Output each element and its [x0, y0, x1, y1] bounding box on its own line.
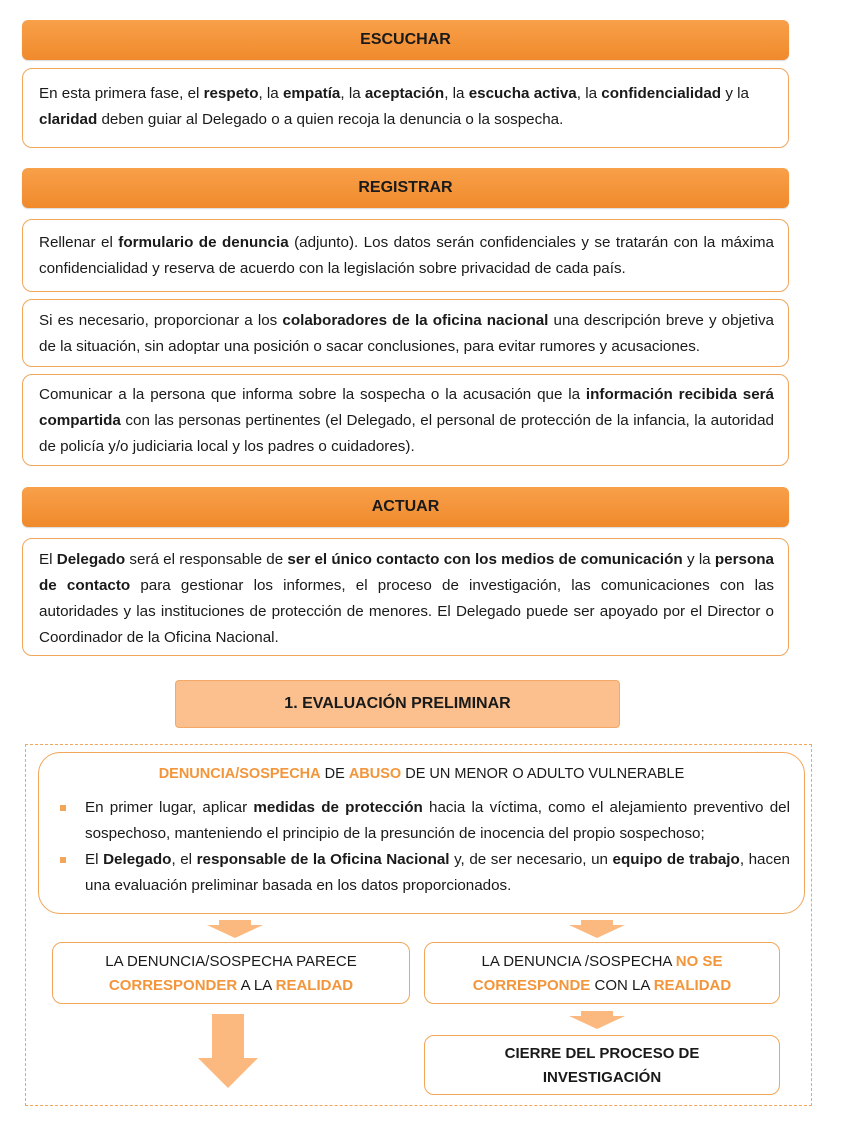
orange-text: NO SE: [675, 953, 723, 970]
result-line: [431, 974, 773, 998]
text: El: [39, 551, 57, 568]
bold-text: empatía: [282, 85, 341, 102]
text: En esta primera fase, el: [39, 85, 204, 102]
bold-text: persona de contacto: [39, 551, 774, 594]
text: deben guiar al Delegado o a quien recoja la denuncia o la sospecha.: [97, 111, 564, 128]
text: , el: [171, 851, 197, 868]
text: con las personas pertinentes (el Delegado, el personal de protección de la infancia, la autoridad de policía y/o judiciaria local y los padres o cuidadores).: [39, 412, 774, 455]
result-box-corresponds: [52, 942, 410, 1004]
text: y la: [721, 85, 749, 102]
bold-text: información recibida será compartida: [39, 386, 774, 429]
list-item: [39, 795, 790, 847]
closure-line: INVESTIGACIÓN: [542, 1069, 662, 1086]
text: Rellenar el: [39, 234, 119, 251]
bold-text: medidas de protección: [253, 799, 423, 816]
evaluation-title: 1. EVALUACIÓN PRELIMINAR: [284, 695, 511, 712]
bold-text: colaboradores de la oficina nacional: [282, 312, 549, 329]
text: Si es necesario, proporcionar a los: [39, 312, 283, 329]
actuar-text-box: [22, 538, 789, 656]
bold-text: ser el único contacto con los medios de comunicación: [287, 551, 683, 568]
text: será el responsable de: [125, 551, 288, 568]
bullet-square-icon: [60, 857, 66, 863]
text: (adjunto). Los datos serán confidenciales y se tratarán con la máxima confidencialidad y reserva de acuerdo con la legislación sobre privacidad de cada país.: [39, 234, 774, 277]
text: y, de ser necesario, un: [449, 851, 613, 868]
text: Comunicar a la persona que informa sobre la sospecha o la acusación que la: [39, 386, 586, 403]
escuchar-text-box: [22, 68, 789, 148]
orange-text: REALIDAD: [653, 977, 732, 994]
text: una descripción breve y objetiva de la situación, sin adoptar una posición o sacar conclusiones, para evitar rumores y acusaciones.: [39, 312, 774, 355]
text: DE: [320, 766, 349, 782]
result-box-not-corresponds: [424, 942, 780, 1004]
result-line: [59, 974, 403, 998]
section-header-actuar: [22, 487, 789, 527]
orange-text: DENUNCIA/SOSPECHA: [158, 766, 321, 782]
orange-text: REALIDAD: [275, 977, 354, 994]
text: El: [85, 851, 104, 868]
section-title: ESCUCHAR: [360, 31, 451, 48]
evaluation-header: [53, 763, 790, 785]
section-title: REGISTRAR: [358, 179, 453, 196]
bold-text: claridad: [39, 111, 98, 128]
bold-text: respeto: [203, 85, 259, 102]
bold-text: Delegado: [103, 851, 172, 868]
text: CON LA: [590, 977, 654, 994]
arrow-down-icon: [205, 920, 265, 938]
section-header-escuchar: [22, 20, 789, 60]
closure-box: [424, 1035, 780, 1095]
text: , la: [576, 85, 602, 102]
registrar-box-3: [22, 374, 789, 466]
bullet-square-icon: [60, 805, 66, 811]
text: , hacen una evaluación preliminar basada en los datos proporcionados.: [85, 851, 790, 894]
arrow-down-icon: [567, 920, 627, 938]
evaluation-bullet-list: [39, 795, 790, 899]
list-item: [39, 847, 790, 899]
result-line: LA DENUNCIA/SOSPECHA PARECE: [105, 953, 357, 970]
text: hacia la víctima, como el alejamiento preventivo del sospechoso, manteniendo el principio de la presunción de inocencia del propio sospechoso;: [85, 799, 790, 842]
arrow-down-icon: [567, 1011, 627, 1029]
bold-text: aceptación: [364, 85, 445, 102]
bold-text: confidencialidad: [601, 85, 722, 102]
bold-text: Delegado: [56, 551, 126, 568]
text: para gestionar los informes, el proceso de investigación, las comunicaciones con las autoridades y las instituciones de protección de menores. El Delegado puede ser apoyado por el Director o Coordinador de la Oficina Nacional.: [39, 577, 774, 646]
bold-text: equipo de trabajo: [612, 851, 740, 868]
evaluation-main-box: [38, 752, 805, 914]
large-arrow-down-icon: [196, 1014, 260, 1090]
orange-text: ABUSO: [348, 766, 402, 782]
closure-line: CIERRE DEL PROCESO DE: [504, 1045, 700, 1062]
bold-text: responsable de la Oficina Nacional: [196, 851, 450, 868]
text: , la: [444, 85, 469, 102]
text: y la: [682, 551, 715, 568]
result-line: [431, 950, 773, 974]
orange-text: CORRESPONDE: [472, 977, 591, 994]
text: LA DENUNCIA /SOSPECHA: [481, 953, 676, 970]
registrar-box-1: [22, 219, 789, 292]
bold-text: escucha activa: [468, 85, 577, 102]
evaluation-title-box: [175, 680, 620, 728]
registrar-box-2: [22, 299, 789, 367]
section-title: ACTUAR: [371, 498, 440, 515]
text: , la: [258, 85, 283, 102]
text: En primer lugar, aplicar: [85, 799, 254, 816]
text: , la: [340, 85, 365, 102]
bold-text: formulario de denuncia: [118, 234, 289, 251]
text: DE UN MENOR O ADULTO VULNERABLE: [401, 766, 685, 782]
orange-text: CORRESPONDER: [108, 977, 238, 994]
section-header-registrar: [22, 168, 789, 208]
text: A LA: [237, 977, 276, 994]
